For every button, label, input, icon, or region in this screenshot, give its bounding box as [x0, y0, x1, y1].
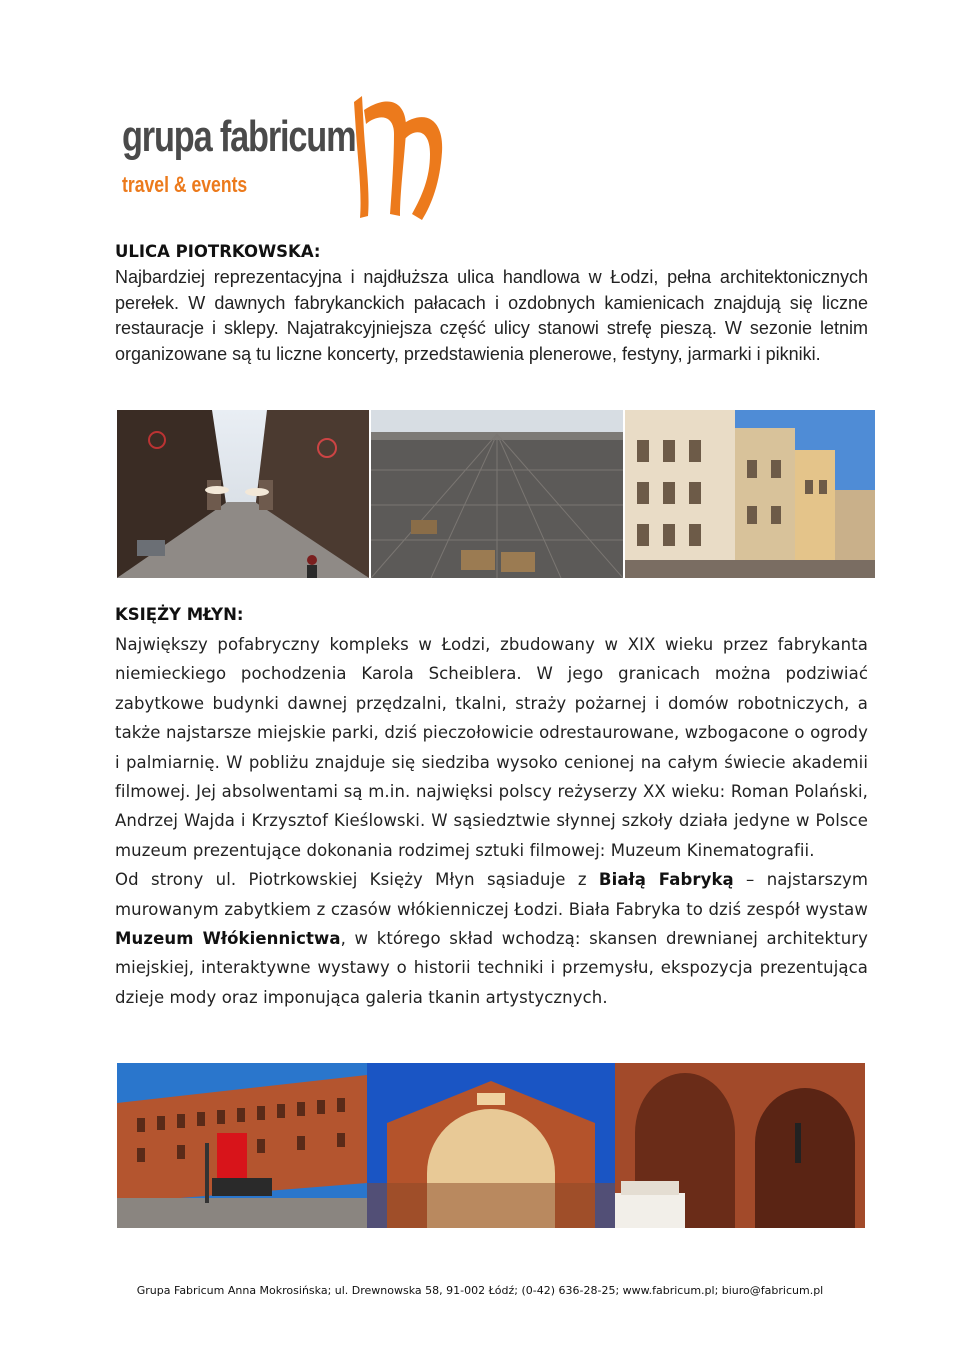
section-ulica-piotrkowska [115, 242, 868, 367]
photo-gate-arches [367, 1063, 615, 1228]
photo-street-decorations [117, 410, 369, 578]
logo-brand-text: grupa fabricum [122, 112, 356, 161]
logo-mm-mark-icon [348, 92, 448, 222]
paragraph-text: – najstarszym murowanym zabytkiem z czasów włókienniczej Łodzi. Biała Fabryka to dziś zespół wystaw [115, 870, 869, 919]
photo-pavement-stars [371, 410, 623, 578]
logo-tagline: travel & events [122, 172, 248, 197]
paragraph-text: , w którego skład wchodzą: skansen drewnianej architektury miejskiej, interaktywne wystawy o historii techniki i przemysłu, ekspozycja prezentująca dzieje mody oraz imponująca galeria tkanin artystycznych. [115, 929, 868, 1007]
section-paragraph: Największy pofabryczny kompleks w Łodzi, zbudowany w XIX wieku przez fabrykanta niemieckiego pochodzenia Karola Scheiblera. W jego granicach można podziwiać zabytkowe budynki dawnej przędzalni, tkalni, straży pożarnej i domów robotniczych, a także najstarsze miejskie parki, dziś pieczołowicie odrestaurowane, wzbogacone o ogrody i palmiarnię. W pobliżu znajduje się siedziba wysoko cenionej na całym świecie akademii filmowej. Jej absolwentami są m.in. najwięksi polscy reżyserzy XX wieku: Roman Polański, Andrzej Wajda i Krzysztof Kieślowski. W sąsiedztwie słynnej szkoły działa jedyne w Polsce muzeum prezentujące dokonania rodzimej sztuki filmowej: Muzeum Kinematografii. [115, 635, 868, 860]
photo-tenement-houses [625, 410, 875, 578]
section-ksiezy-mlyn [115, 605, 868, 1012]
bold-text-biala-fabryka: Białą Fabryką [598, 870, 734, 890]
page-footer: Grupa Fabricum Anna Mokrosińska; ul. Drewnowska 58, 91-002 Łódź; (0-42) 636-28-25; www.fabricum.pl; biuro@fabricum.pl [136, 1284, 824, 1297]
section-paragraph-2 [115, 865, 868, 1012]
section-paragraph: Najbardziej reprezentacyjna i najdłuższa ulica handlowa w Łodzi, pełna architektonicznych perełek. W dawnych fabrykanckich pałacach i ozdobnych kamienicach znajdują się liczne restauracje i sklepy. Najatrakcyjniejsza część ulicy stanowi strefę pieszą. W sezonie letnim organizowane są tu liczne koncerty, przedstawienia plenerowe, festyny, jarmarki i pikniki. [115, 267, 868, 364]
bold-text-muzeum: Muzeum Włókiennictwa [115, 929, 341, 949]
section-heading: ULICA PIOTRKOWSKA: [115, 242, 321, 261]
photo-arch-detail [615, 1063, 865, 1228]
company-logo [120, 92, 450, 222]
paragraph-text: Od strony ul. Piotrkowskiej Księży Młyn sąsiaduje z [115, 870, 599, 890]
photo-factory-building [117, 1063, 367, 1228]
section-heading: KSIĘŻY MŁYN: [115, 605, 244, 624]
